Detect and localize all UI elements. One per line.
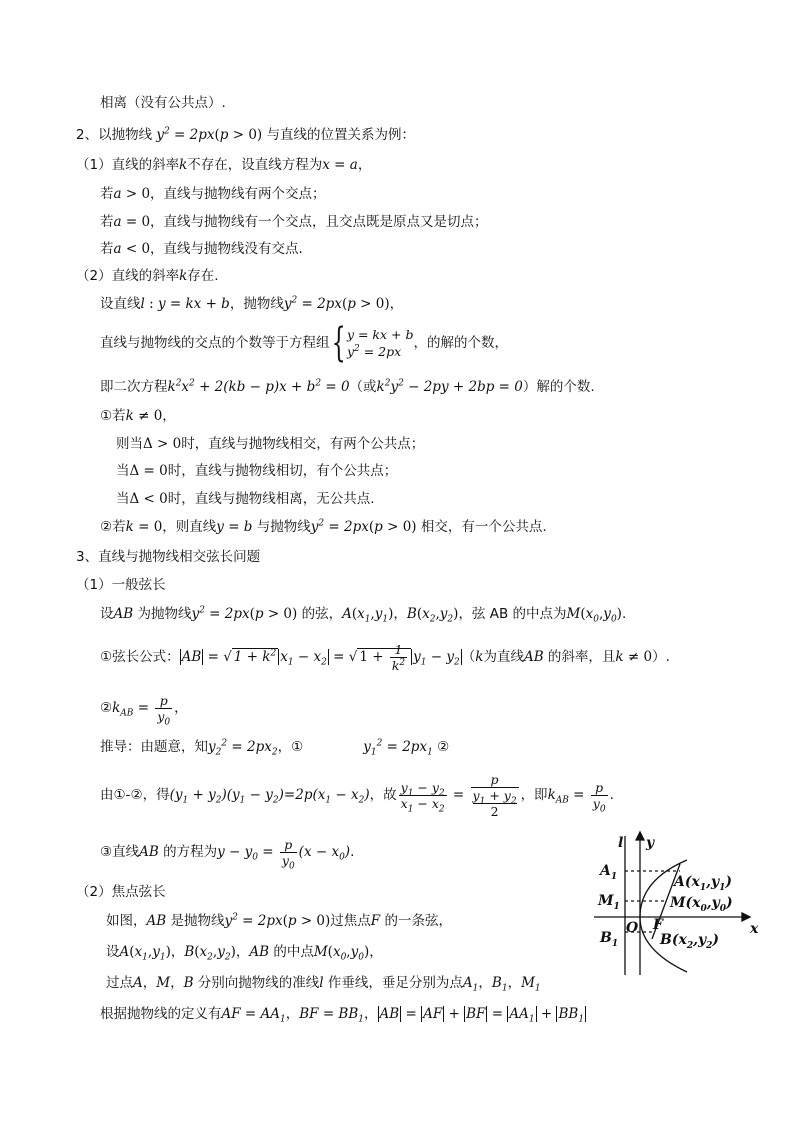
- text-line-9: 直线与抛物线的交点的个数等于方程组{ y = kx + b $y^2 = 2px$ ，的解的个数，: [100, 320, 508, 366]
- text-line-11: ①若k ≠ 0，: [100, 408, 176, 424]
- chord-length-formula: ①弦长公式： AB = √ $1 + k^2$ $x_1 - x_2$ = √ 1 + $\frac{1}{k^2}$ $y_1 - y_2$ （k为直线AB 的斜率，且k ≠ 0）.: [100, 641, 670, 673]
- subsection-1-heading: （1）一般弦长: [76, 577, 166, 593]
- label-M1: $M_1$: [598, 893, 620, 912]
- text-line-8: 设直线l : y = kx + b，抛物线$y^2 = 2px(p > 0)$，: [100, 295, 404, 312]
- text-line-18: 设AB 为抛物线$y^2 = 2px(p > 0)$ 的弦，$A(x_1,y_1)$，$B(x_2,y_2)$，弦 AB 的中点为$M(x_0,y_0)$.: [100, 605, 627, 625]
- text-line-3: （1）直线的斜率k不存在，设直线方程为x = a，: [76, 157, 372, 173]
- label-F: F: [653, 917, 663, 933]
- section-2-heading: 2、以抛物线 $y^2 = 2px(p > 0)$ 与直线的位置关系为例：: [76, 126, 415, 143]
- text-line-6: 若a < 0，直线与抛物线没有交点.: [100, 241, 303, 257]
- text-line-15: ②若k = 0，则直线y = b 与抛物线$y^2 = 2px(p > 0)$ 相交，有一个公共点.: [100, 518, 547, 535]
- label-A1: $A_1$: [600, 863, 618, 882]
- label-l: l: [618, 835, 624, 851]
- x-axis-arrow: [742, 913, 750, 921]
- subsection-2-heading: （2）焦点弦长: [76, 884, 166, 900]
- text-line-1: 相离（没有公共点）.: [100, 95, 226, 111]
- label-x: x: [750, 921, 759, 937]
- focal-chord-figure: [592, 830, 762, 980]
- text-line-25: 如图，AB 是抛物线$y^2 = 2px(p > 0)$过焦点F 的一条弦，: [106, 912, 452, 929]
- slope-formula: $②k_{AB}$ = $\frac{p}{y_0}$ ，: [100, 692, 188, 727]
- label-A-point: $A(x_1,y_1)$: [674, 874, 733, 893]
- text-line-13: 当Δ = 0时，直线与抛物线相切，有个公共点；: [116, 463, 398, 479]
- text-line-12: 则当Δ > 0时，直线与抛物线相交，有两个公共点；: [116, 436, 425, 452]
- label-B1: $B_1$: [600, 930, 619, 949]
- text-line-4: 若a > 0，直线与抛物线有两个交点；: [100, 186, 326, 202]
- label-O: O: [626, 920, 639, 936]
- text-line-26: 设$A(x_1,y_1)$，$B(x_2,y_2)$，AB 的中点$M(x_0,y_0)$，: [106, 944, 383, 963]
- label-M-point: $M(x_0,y_0)$: [670, 895, 733, 914]
- text-line-14: 当Δ < 0时，直线与抛物线相离，无公共点.: [116, 491, 375, 507]
- y-axis-arrow: [636, 832, 644, 840]
- label-y: y: [646, 835, 655, 851]
- text-line-27: 过点A，M，B 分别向抛物线的准线l 作垂线，垂足分别为点$A_1$，$B_1$，$M_1$: [106, 975, 541, 994]
- text-line-5: 若a = 0，直线与抛物线有一个交点，且交点既是原点又是切点；: [100, 214, 488, 230]
- section-3-heading: 3、直线与抛物线相交弦长问题: [76, 549, 261, 565]
- derivation-line: 推导：由题意，知$y_2^2 = 2px_2$，① $y_1^2 = 2px_1$ ②: [100, 738, 450, 758]
- line-equation: ③直线AB 的方程为$y - y_0$ = $\frac{p}{y_0}$ $(x - x_0)$.: [100, 836, 355, 871]
- text-line-28: 根据抛物线的定义有AF = $AA_1$，BF = $BB_1$， AB = AF + BF = $AA_1 + BB_1$: [100, 1006, 585, 1025]
- text-line-7: （2）直线的斜率k存在.: [76, 268, 219, 284]
- label-B-point: $B(x_2,y_2)$: [660, 932, 719, 951]
- text-line-10: 即二次方程$k^2x^2 + 2(kb - p)x + b^2 = 0$（或$k^2y^2 - 2py + 2bp = 0$）解的个数.: [100, 378, 595, 395]
- derivation-result: 由①-②，得$(y_1 + y_2)(y_1 - y_2)=2p(x_1 - x_2)$，故 $\frac{y_1 - y_2}{x_1 - x_2}$ = p $y_1 + y_2$ 2 ，即$k_{AB}$ = $\frac{p}{y_0}$ .: [100, 771, 614, 819]
